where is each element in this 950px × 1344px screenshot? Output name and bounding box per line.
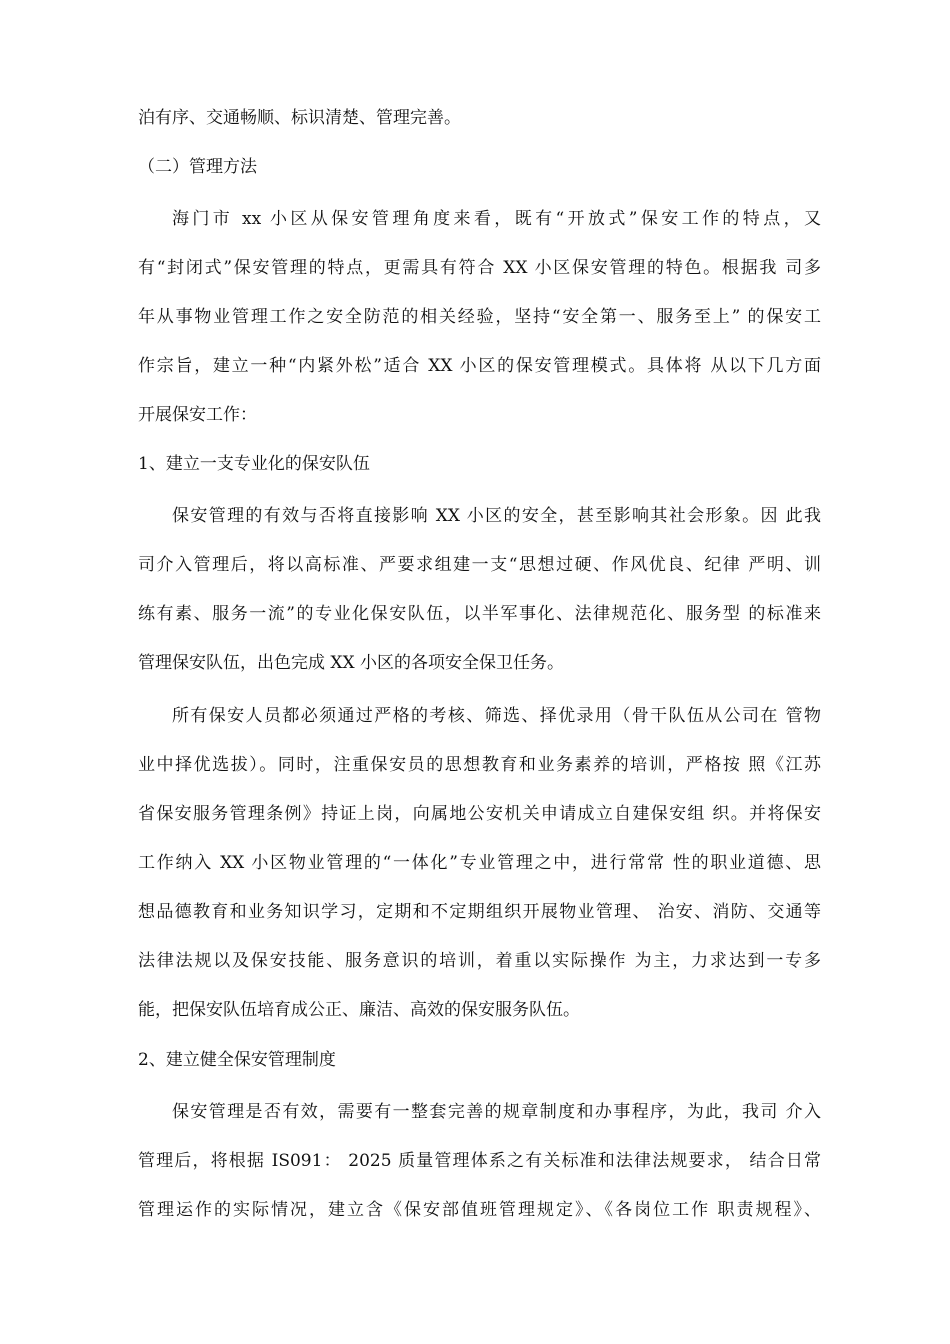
paragraph-4-line-3: 管理运作的实际情况，建立含《保安部值班管理规定》、《各岗位工作 职责规程》、	[138, 1200, 821, 1220]
paragraph-3-line-1: 所有保安人员都必须通过严格的考核、筛选、择优录用（骨干队伍从公司在 管物	[172, 706, 821, 726]
paragraph-4-line-2: 管理后，将根据 IS091： 2025 质量管理体系之有关标准和法律法规要求， 结合日常	[138, 1151, 821, 1171]
text-line-1: 泊有序、交通畅顺、标识清楚、管理完善。	[138, 108, 461, 128]
paragraph-3-line-4: 工作纳入 XX 小区物业管理的“一体化”专业管理之中，进行常常 性的职业道德、思	[138, 853, 821, 873]
paragraph-2-line-4: 管理保安队伍，出色完成 XX 小区的各项安全保卫任务。	[138, 653, 565, 673]
paragraph-1-line-1: 海门市 xx 小区从保安管理角度来看，既有“开放式”保安工作的特点，又	[172, 209, 821, 229]
paragraph-2-line-2: 司介入管理后，将以高标准、严要求组建一支“思想过硬、作风优良、纪律 严明、训	[138, 555, 821, 575]
subheading-2: 2、建立健全保安管理制度	[138, 1050, 336, 1070]
paragraph-3-line-2: 业中择优选拔）。同时，注重保安员的思想教育和业务素养的培训，严格按 照《江苏	[138, 755, 821, 775]
paragraph-4-line-1: 保安管理是否有效，需要有一整套完善的规章制度和办事程序，为此，我司 介入	[172, 1102, 821, 1122]
paragraph-1-line-4: 作宗旨，建立一种“内紧外松”适合 XX 小区的保安管理模式。具体将 从以下几方面	[138, 356, 821, 376]
paragraph-3-line-7: 能，把保安队伍培育成公正、廉洁、高效的保安服务队伍。	[138, 1000, 580, 1020]
section-heading-management-method: （二）管理方法	[138, 157, 257, 177]
paragraph-1-line-2: 有“封闭式”保安管理的特点，更需具有符合 XX 小区保安管理的特色。根据我 司多	[138, 258, 821, 278]
paragraph-1-line-3: 年从事物业管理工作之安全防范的相关经验，坚持“安全第一、服务至上” 的保安工	[138, 307, 821, 327]
paragraph-3-line-5: 想品德教育和业务知识学习，定期和不定期组织开展物业管理、 治安、消防、交通等	[138, 902, 821, 922]
paragraph-1-line-5: 开展保安工作：	[138, 405, 257, 425]
paragraph-3-line-6: 法律法规以及保安技能、服务意识的培训，着重以实际操作 为主，力求达到一专多	[138, 951, 821, 971]
paragraph-2-line-3: 练有素、服务一流”的专业化保安队伍，以半军事化、法律规范化、服务型 的标准来	[138, 604, 821, 624]
paragraph-2-line-1: 保安管理的有效与否将直接影响 XX 小区的安全，甚至影响其社会形象。因 此我	[172, 506, 821, 526]
subheading-1: 1、建立一支专业化的保安队伍	[138, 454, 370, 474]
paragraph-3-line-3: 省保安服务管理条例》持证上岗，向属地公安机关申请成立自建保安组 织。并将保安	[138, 804, 821, 824]
